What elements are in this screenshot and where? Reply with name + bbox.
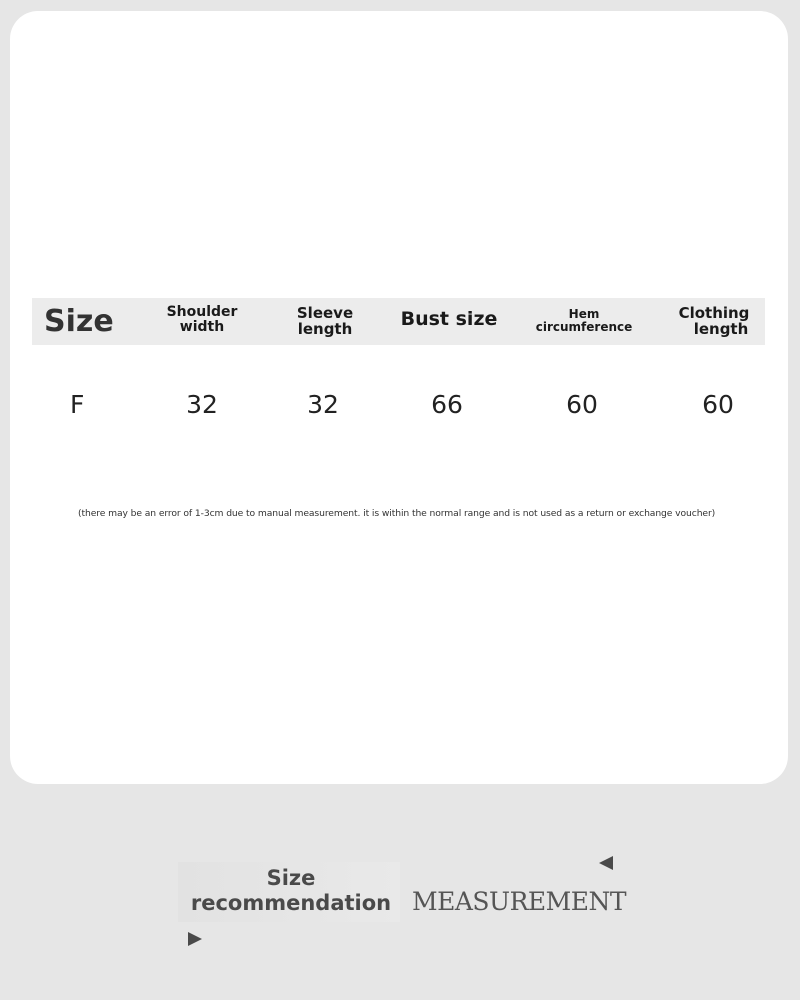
value-sleeve-length: 32 — [307, 390, 339, 419]
header-clothing-line2: length — [693, 319, 749, 338]
size-chart-card — [10, 11, 788, 784]
value-bust-size: 66 — [431, 390, 463, 419]
header-hem-line2: circumference — [535, 319, 633, 334]
header-clothing-length — [672, 306, 756, 338]
header-shoulder-width — [160, 305, 244, 334]
value-size: F — [70, 390, 85, 419]
header-sleeve-line1: Sleeve — [296, 304, 354, 322]
triangle-right-icon — [188, 932, 202, 946]
header-hem-circumference — [532, 308, 636, 333]
header-hem-line1: Hem — [568, 307, 600, 321]
value-hem-circumference: 60 — [566, 390, 598, 419]
header-sleeve-line2: length — [297, 319, 353, 338]
header-sleeve-length — [290, 306, 360, 338]
header-shoulder-line2: width — [179, 318, 225, 335]
triangle-left-icon — [599, 856, 613, 870]
header-bust-size: Bust size — [400, 308, 498, 330]
measurement-note: (there may be an error of 1-3cm due to manual measurement. it is within the normal range and is not used as a return or exchange voucher) — [78, 508, 716, 519]
header-clothing-line1: Clothing — [678, 304, 750, 322]
size-recommendation-line2: recommendation — [190, 891, 392, 915]
header-shoulder-line1: Shoulder — [166, 304, 238, 320]
size-recommendation-line1: Size — [266, 866, 316, 890]
size-recommendation-heading — [178, 866, 404, 916]
value-clothing-length: 60 — [702, 390, 734, 419]
measurement-heading: MEASUREMENT — [412, 887, 627, 916]
value-shoulder-width: 32 — [186, 390, 218, 419]
header-size: Size — [44, 304, 114, 339]
